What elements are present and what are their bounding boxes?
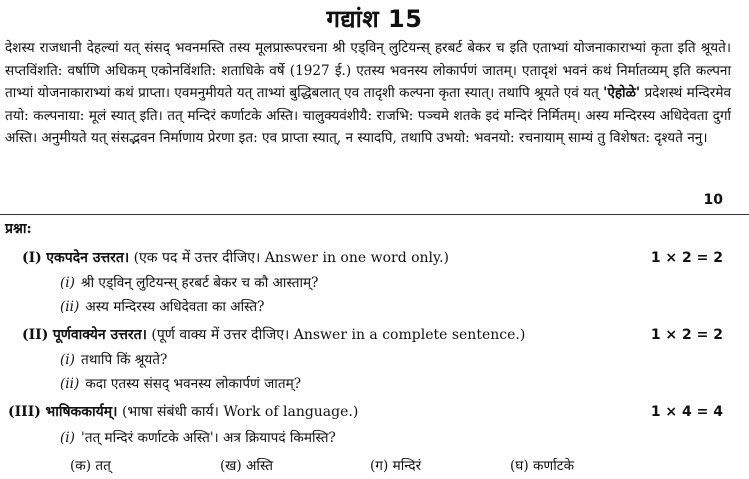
option-d: (घ) कर्णाटके bbox=[510, 458, 575, 474]
total-marks: 10 bbox=[703, 192, 723, 208]
section-number: (II) bbox=[22, 327, 49, 343]
passage-highlight: 'ऐहोळे' bbox=[603, 85, 641, 102]
question-2-ii bbox=[60, 373, 301, 392]
question-text: 'तत् मन्दिरं कर्णाटके अस्ति'। अत्र क्रियापदं किमस्ति? bbox=[80, 430, 336, 446]
option-b: (ख) अस्ति bbox=[220, 458, 273, 474]
section-1-heading bbox=[22, 248, 449, 267]
passage-part-1: देशस्य राजधानी देहल्यां यत् संसद् भवनमस्ति तस्य मूलप्रारूपरचना श्री एड्विन् लुटियन्स् हरबर्ट बेकर च इति एताभ्यां योजनाकाराभ्यां कृता इति श्रूयते। सप्तविंशति: वर्षाणि अधिकम् एकोनविंशति: शताधिके वर्षे (1927 ई.) एतस्य भवनस्य लोकार्पणं जातम्। एतादृशं भवनं कथं निर्मातव्यम् इति कल्पना ताभ्यां योजनाकाराभ्यां कथं प्राप्ता। एवमनुमीयते यत् ताभ्यां बुद्धिबलात् एव तादृशी कल्पना कृता स्यात्। तथापि श्रूयते एवं यत् bbox=[5, 40, 731, 102]
questions-heading: प्रश्ना: bbox=[5, 221, 32, 237]
passage-part-2: प्रदेशस्थं मन्दिरमेव तयो: कल्पनाया: मूलं स्यात् इति। तत् मन्दिरं कर्णाटके अस्ति। चालुक्यवंशीयै: राजभि: पञ्चमे शतके इदं मन्दिरं निर्मितम्। अस्य मन्दिरस्य अधिदेवता दुर्गा अस्ति। अनुमीयते यत् संसद्भवन निर्माणाय प्रेरणा इत: एव प्राप्ता स्यात्, न स्यादपि, तथापि उभयो: भवनयो: रचनायाम् साम्यं तु विशेषत: दृश्यते ननु। bbox=[5, 85, 731, 147]
question-text: श्री एड्विन् लुटियन्स् हरबर्ट बेकर च कौ आस्ताम्? bbox=[80, 275, 319, 291]
question-roman: (i) bbox=[60, 352, 75, 368]
section-instruction: (पूर्ण वाक्य में उत्तर दीजिए। Answer in a complete sentence.) bbox=[151, 327, 526, 343]
question-roman: (i) bbox=[60, 430, 75, 446]
question-text: कदा एतस्य संसद् भवनस्य लोकार्पणं जातम्? bbox=[85, 376, 301, 392]
section-name: एकपदेन उत्तरत। bbox=[46, 250, 130, 266]
question-3-i bbox=[60, 427, 336, 446]
section-instruction: (भाषा संबंधी कार्य। Work of language.) bbox=[121, 404, 359, 420]
question-2-i bbox=[60, 349, 167, 368]
question-1-i bbox=[60, 272, 318, 291]
passage-title: गद्यांश 15 bbox=[326, 5, 423, 33]
option-c: (ग) मन्दिरं bbox=[370, 458, 422, 474]
question-roman: (ii) bbox=[60, 299, 80, 315]
question-text: तथापि किं श्रूयते? bbox=[80, 352, 168, 368]
question-roman: (i) bbox=[60, 275, 75, 291]
divider bbox=[0, 214, 749, 215]
section-name: भाषिककार्यम्। bbox=[45, 404, 118, 420]
section-instruction: (एक पद में उत्तर दीजिए। Answer in one word only.) bbox=[133, 250, 450, 266]
passage-text bbox=[5, 37, 731, 150]
question-text: अस्य मन्दिरस्य अधिदेवता का अस्ति? bbox=[85, 299, 265, 315]
section-2-heading bbox=[22, 325, 525, 344]
option-a: (क) तत् bbox=[70, 458, 111, 474]
question-roman: (ii) bbox=[60, 376, 80, 392]
section-number: (III) bbox=[8, 404, 41, 420]
question-1-ii bbox=[60, 296, 264, 315]
section-3-marks: 1 × 4 = 4 bbox=[650, 404, 723, 420]
section-2-marks: 1 × 2 = 2 bbox=[650, 327, 723, 343]
section-3-heading bbox=[8, 402, 358, 421]
section-number: (I) bbox=[22, 250, 42, 266]
section-name: पूर्णवाक्येन उत्तरत। bbox=[52, 327, 147, 343]
section-1-marks: 1 × 2 = 2 bbox=[650, 250, 723, 266]
